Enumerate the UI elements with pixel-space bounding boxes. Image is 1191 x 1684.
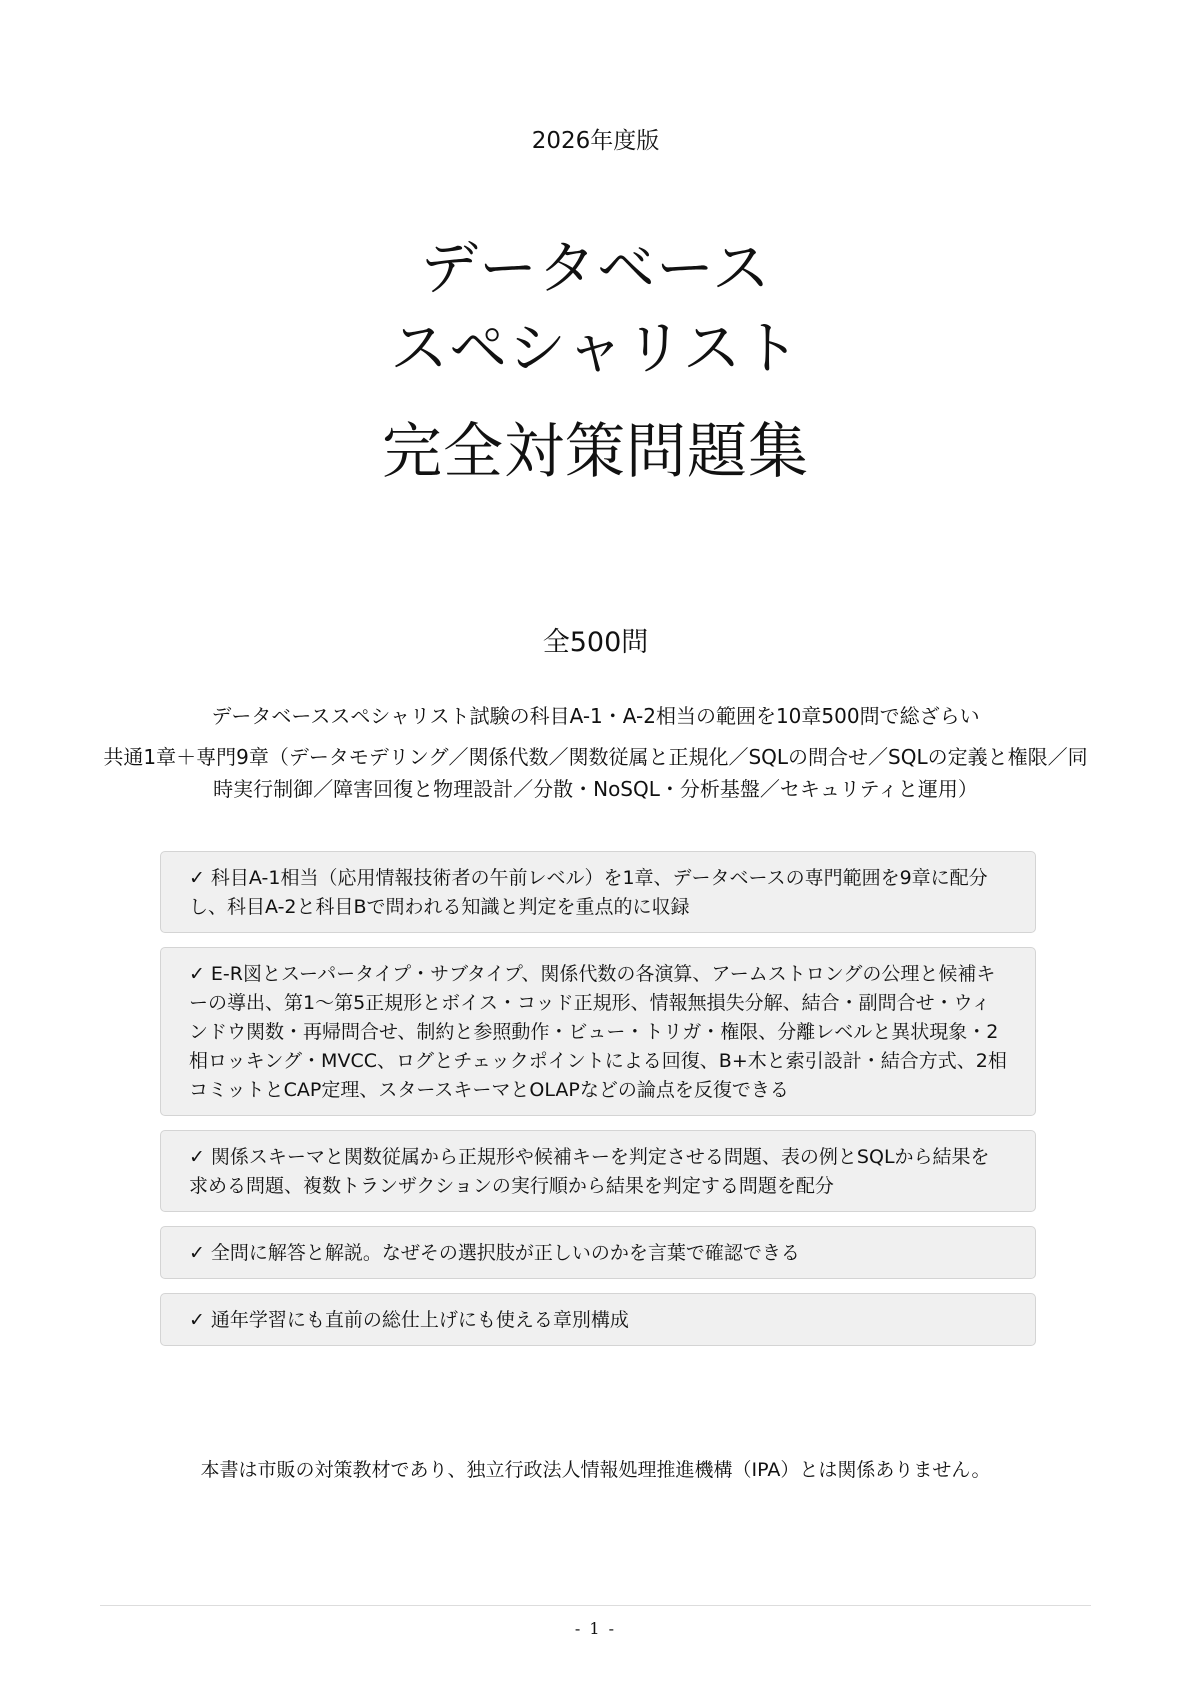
feature-text: E-R図とスーパータイプ・サブタイプ、関係代数の各演算、アームストロングの公理と候補キーの導出、第1〜第5正規形とボイス・コッド正規形、情報無損失分解、結合・副問合せ・ウィンドウ関数・再帰問合せ、制約と参照動作・ビュー・トリガ・権限、分離レベルと異状現象・2相ロッキング・MVCC、ログとチェックポイントによる回復、B+木と索引設計・結合方式、2相コミットとCAP定理、スタースキーマとOLAPなどの論点を反復できる — [189, 963, 1007, 1101]
edition-label: 2026年度版 — [531, 128, 660, 154]
feature-text: 関係スキーマと関数従属から正規形や候補キーを判定させる問題、表の例とSQLから結果を求める問題、複数トランザクションの実行順から結果を判定する問題を配分 — [189, 1146, 990, 1197]
description-line-1: データベーススペシャリスト試験の科目A-1・A-2相当の範囲を10章500問で総ざらい — [211, 704, 980, 728]
footer-divider — [100, 1605, 1091, 1606]
feature-item — [160, 1226, 1036, 1279]
feature-text: 通年学習にも直前の総仕上げにも使える章別構成 — [210, 1309, 629, 1331]
title-line-1: データベース — [419, 234, 772, 302]
check-icon: ✓ — [189, 963, 205, 985]
feature-item — [160, 1293, 1036, 1346]
feature-item — [160, 851, 1036, 933]
check-icon: ✓ — [189, 867, 205, 889]
feature-item — [160, 947, 1036, 1116]
check-icon: ✓ — [189, 1242, 205, 1264]
feature-item — [160, 1130, 1036, 1212]
book-title — [0, 228, 1191, 492]
description-line-2: 共通1章＋専門9章（データモデリング／関係代数／関数従属と正規化／SQLの問合せ／SQLの定義と権限／同時実行制御／障害回復と物理設計／分散・NoSQL・分析基盤／セキュリティと運用） — [103, 745, 1088, 801]
check-icon: ✓ — [189, 1146, 205, 1168]
feature-text: 科目A-1相当（応用情報技術者の午前レベル）を1章、データベースの専門範囲を9章に配分し、科目A-2と科目Bで問われる知識と判定を重点的に収録 — [189, 867, 988, 918]
title-line-3: 完全対策問題集 — [382, 417, 809, 487]
check-icon: ✓ — [189, 1309, 205, 1331]
page-number: - 1 - — [574, 1619, 617, 1638]
disclaimer: 本書は市販の対策教材であり、独立行政法人情報処理推進機構（IPA）とは関係ありません。 — [200, 1459, 991, 1481]
title-line-2: スペシャリスト — [390, 314, 801, 382]
question-count: 全500問 — [542, 627, 649, 658]
feature-list — [160, 851, 1036, 1360]
feature-text: 全問に解答と解説。なぜその選択肢が正しいのかを言葉で確認できる — [210, 1242, 800, 1264]
description — [100, 700, 1091, 814]
